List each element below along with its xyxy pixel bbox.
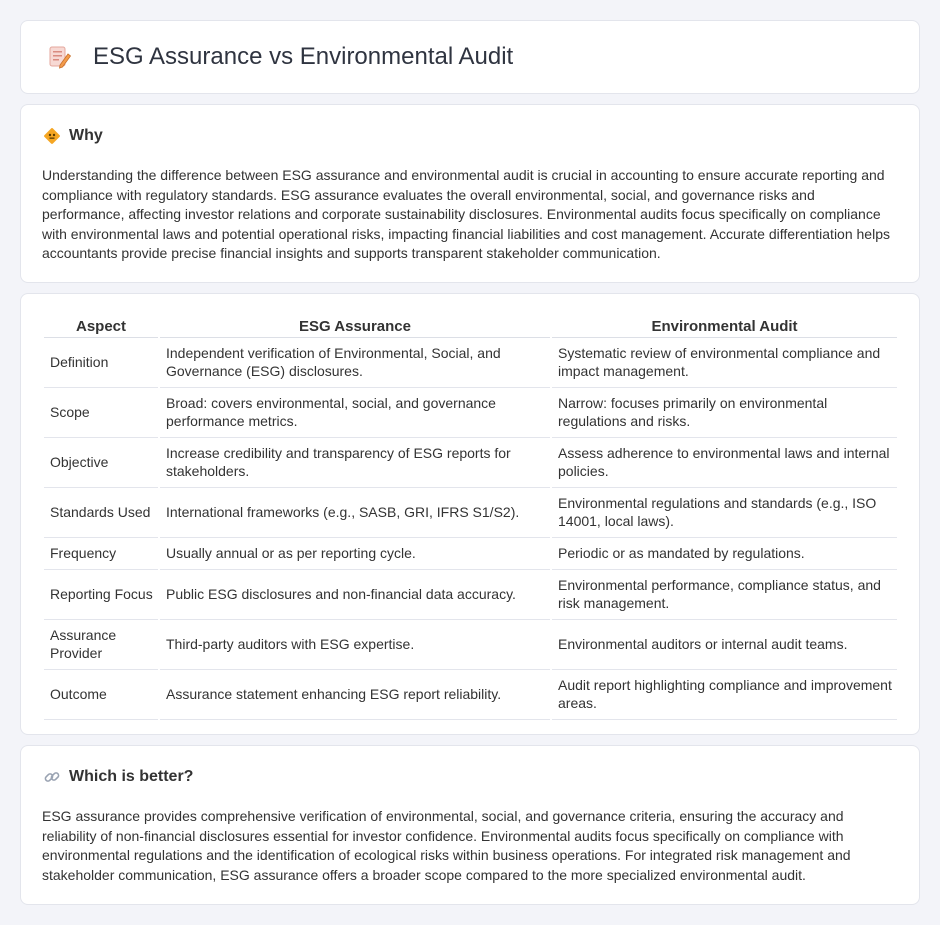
esg-cell: Assurance statement enhancing ESG report reliability. (160, 670, 550, 720)
table-header-row (44, 316, 897, 338)
aspect-cell: Outcome (44, 670, 158, 720)
link-icon (43, 768, 61, 786)
table-row (44, 338, 897, 388)
table-row (44, 388, 897, 438)
aspect-cell: Definition (44, 338, 158, 388)
why-title: Why (69, 127, 103, 144)
title-card (20, 20, 920, 94)
comparison-table (42, 316, 899, 720)
table-row (44, 538, 897, 570)
aspect-cell: Assurance Provider (44, 620, 158, 670)
better-text: ESG assurance provides comprehensive verification of environmental, social, and governance criteria, ensuring the accuracy and reliability of non-financial disclosures essential for investor confidence. Environmental audits focus specifically on compliance with environmental regulations and the identification of ecological risks within business operations. For integrated risk management and stakeholder communication, ESG assurance offers a broader scope compared to the more specialized environmental audit. (42, 808, 851, 883)
aspect-cell: Reporting Focus (44, 570, 158, 620)
better-title: Which is better? (69, 768, 194, 785)
esg-cell: Usually annual or as per reporting cycle. (160, 538, 550, 570)
aspect-cell: Objective (44, 438, 158, 488)
header-environmental-audit: Environmental Audit (552, 316, 897, 338)
comparison-section (20, 293, 920, 735)
table-row (44, 670, 897, 720)
esg-cell: International frameworks (e.g., SASB, GRI, IFRS S1/S2). (160, 488, 550, 538)
esg-cell: Third-party auditors with ESG expertise. (160, 620, 550, 670)
audit-cell: Periodic or as mandated by regulations. (552, 538, 897, 570)
audit-cell: Environmental auditors or internal audit teams. (552, 620, 897, 670)
page-title: ESG Assurance vs Environmental Audit (93, 43, 514, 70)
diamond-sign-icon (43, 127, 61, 145)
table-row (44, 438, 897, 488)
why-text: Understanding the difference between ESG assurance and environmental audit is crucial in accounting to ensure accurate reporting and compliance with regulatory standards. ESG assurance evaluates the overall environmental, social, and governance risks and performance, affecting investor relations and corporate sustainability disclosures. Environmental audits focus specifically on compliance with environmental laws and potential operational risks, impacting financial liabilities and cost management. Accurate differentiation helps accountants provide precise financial insights and supports transparent stakeholder communication. (42, 167, 890, 262)
esg-cell: Broad: covers environmental, social, and governance performance metrics. (160, 388, 550, 438)
audit-cell: Assess adherence to environmental laws and internal policies. (552, 438, 897, 488)
aspect-cell: Scope (44, 388, 158, 438)
aspect-cell: Frequency (44, 538, 158, 570)
audit-cell: Audit report highlighting compliance and improvement areas. (552, 670, 897, 720)
audit-cell: Narrow: focuses primarily on environmental regulations and risks. (552, 388, 897, 438)
aspect-cell: Standards Used (44, 488, 158, 538)
which-is-better-section (20, 745, 920, 905)
header-aspect: Aspect (44, 316, 158, 338)
table-row (44, 620, 897, 670)
table-row (44, 570, 897, 620)
table-row (44, 488, 897, 538)
why-section (20, 104, 920, 283)
esg-cell: Public ESG disclosures and non-financial data accuracy. (160, 570, 550, 620)
audit-cell: Environmental performance, compliance status, and risk management. (552, 570, 897, 620)
audit-cell: Environmental regulations and standards (e.g., ISO 14001, local laws). (552, 488, 897, 538)
audit-cell: Systematic review of environmental compliance and impact management. (552, 338, 897, 388)
esg-cell: Increase credibility and transparency of ESG reports for stakeholders. (160, 438, 550, 488)
document-pencil-icon (45, 43, 73, 71)
header-esg-assurance: ESG Assurance (160, 316, 550, 338)
esg-cell: Independent verification of Environmental, Social, and Governance (ESG) disclosures. (160, 338, 550, 388)
